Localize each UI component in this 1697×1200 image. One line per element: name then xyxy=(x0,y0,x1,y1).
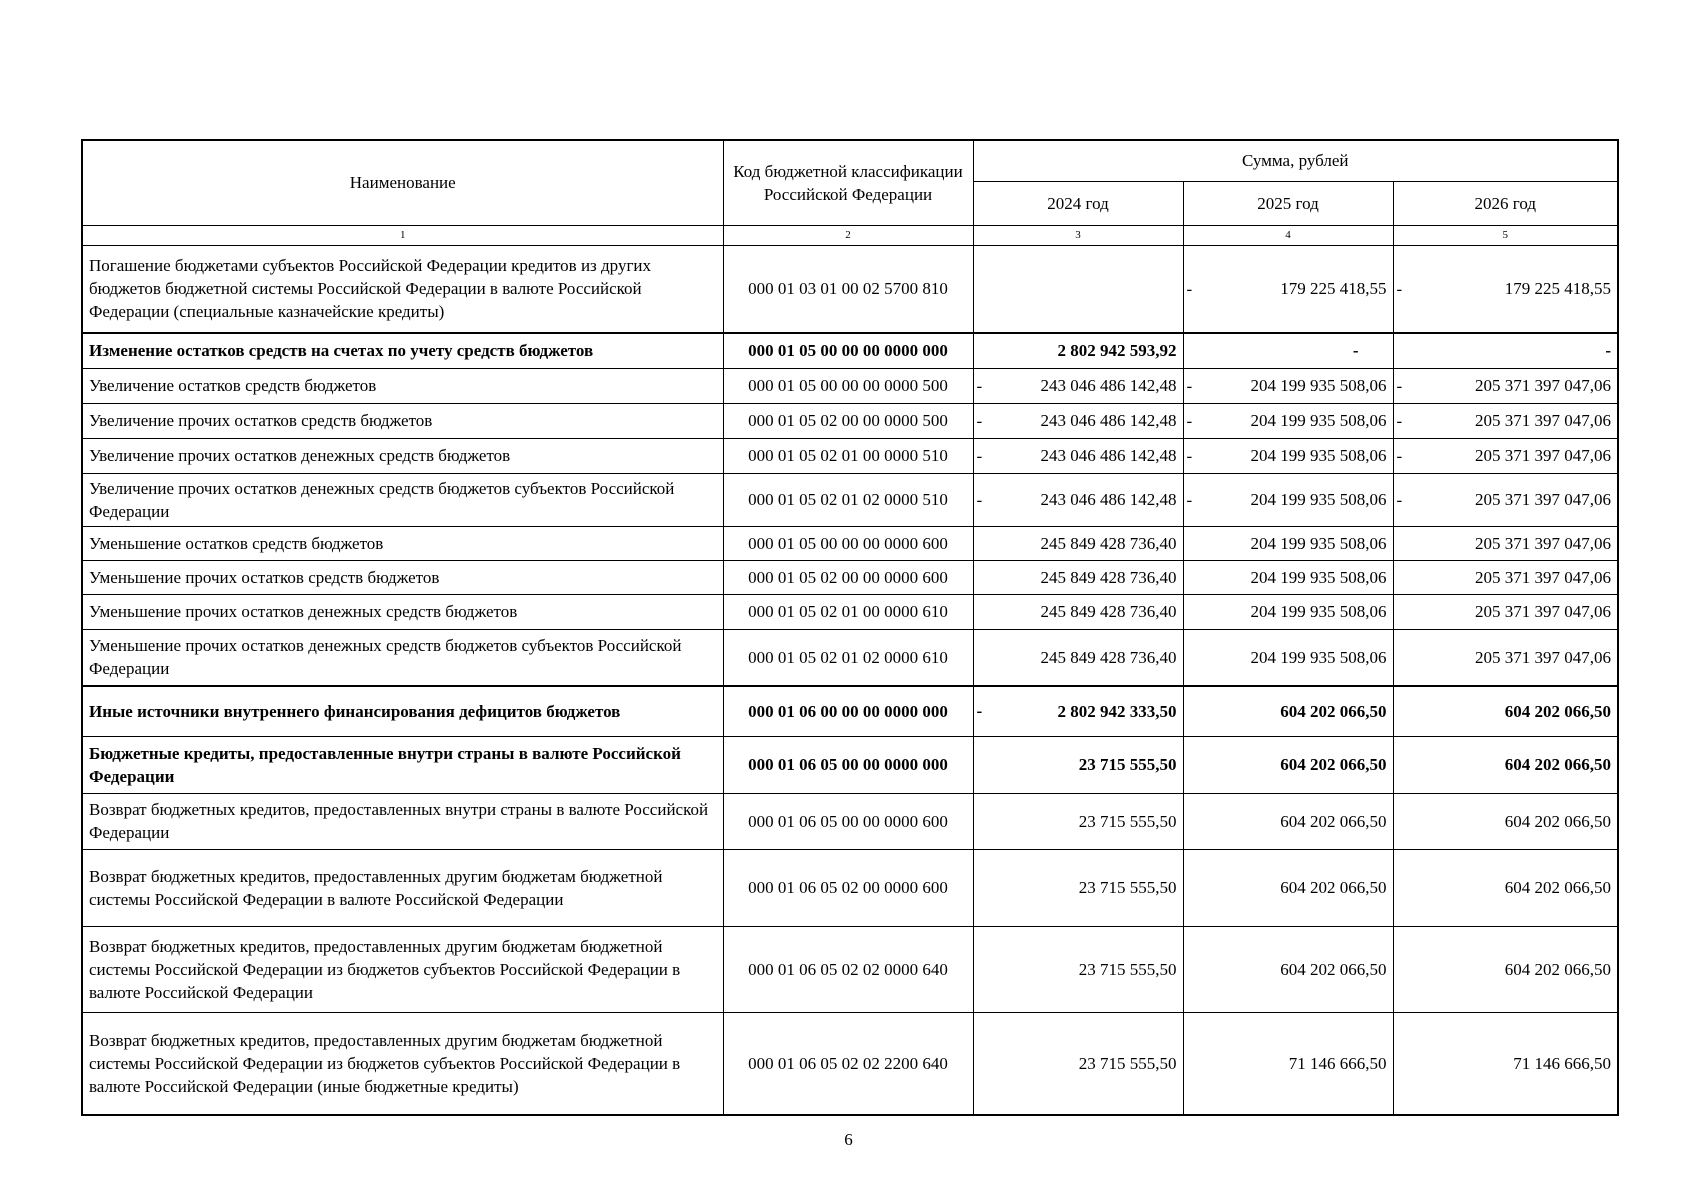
row-sum-2025 xyxy=(1183,736,1393,793)
row-code: 000 01 06 05 00 00 0000 000 xyxy=(723,736,973,793)
minus-sign: - xyxy=(1186,376,1193,395)
row-sum-2024-value: 23 715 555,50 xyxy=(1078,959,1177,979)
row-sum-2025 xyxy=(1183,526,1393,560)
table-row xyxy=(82,926,1618,1012)
row-sum-2026-value: 71 146 666,50 xyxy=(1513,1053,1611,1073)
header-year-2026: 2026 год xyxy=(1393,181,1618,225)
row-sum-2025-value: 204 199 935 508,06 xyxy=(1250,567,1387,587)
row-sum-2025 xyxy=(1183,686,1393,736)
table-row xyxy=(82,560,1618,594)
row-name: Уменьшение прочих остатков средств бюджетов xyxy=(82,560,723,594)
row-sum-2024 xyxy=(973,438,1183,473)
minus-sign: - xyxy=(976,446,983,465)
row-sum-2024 xyxy=(973,526,1183,560)
row-name: Возврат бюджетных кредитов, предоставленных другим бюджетам бюджетной системы Российской Федерации из бюджетов субъектов Российской Федерации в валюте Российской Федерации (иные бюджетные кредиты) xyxy=(82,1012,723,1115)
row-sum-2025-value: 204 199 935 508,06 xyxy=(1250,647,1387,667)
header-code: Код бюджетной классификации Российской Федерации xyxy=(723,140,973,225)
row-code: 000 01 03 01 00 02 5700 810 xyxy=(723,245,973,333)
row-name: Бюджетные кредиты, предоставленные внутри страны в валюте Российской Федерации xyxy=(82,736,723,793)
minus-sign: - xyxy=(1396,376,1403,395)
table-row xyxy=(82,793,1618,849)
row-sum-2026-value: 604 202 066,50 xyxy=(1504,959,1611,979)
row-sum-2026-value: - xyxy=(1605,341,1611,361)
column-number: 3 xyxy=(973,225,1183,245)
row-sum-2025 xyxy=(1183,793,1393,849)
header-year-2025: 2025 год xyxy=(1183,181,1393,225)
row-name: Погашение бюджетами субъектов Российской Федерации кредитов из других бюджетов бюджетной системы Российской Федерации в валюте Российской Федерации (специальные казначейские кредиты) xyxy=(82,245,723,333)
row-sum-2026 xyxy=(1393,926,1618,1012)
row-sum-2026 xyxy=(1393,736,1618,793)
row-name: Уменьшение прочих остатков денежных средств бюджетов субъектов Российской Федерации xyxy=(82,629,723,686)
row-sum-2026 xyxy=(1393,686,1618,736)
row-sum-2025 xyxy=(1183,368,1393,403)
row-sum-2025-value: 604 202 066,50 xyxy=(1280,811,1387,831)
row-name: Возврат бюджетных кредитов, предоставленных другим бюджетам бюджетной системы Российской Федерации из бюджетов субъектов Российской Федерации в валюте Российской Федерации xyxy=(82,926,723,1012)
row-code: 000 01 06 00 00 00 0000 000 xyxy=(723,686,973,736)
row-sum-2026 xyxy=(1393,403,1618,438)
row-name: Увеличение остатков средств бюджетов xyxy=(82,368,723,403)
budget-sources-table xyxy=(81,139,1619,1116)
row-sum-2025-value: 604 202 066,50 xyxy=(1280,755,1387,774)
row-sum-2024-value: 243 046 486 142,48 xyxy=(1040,376,1177,395)
row-sum-2024 xyxy=(973,403,1183,438)
row-sum-2026 xyxy=(1393,629,1618,686)
row-sum-2026-value: 604 202 066,50 xyxy=(1504,755,1611,774)
row-sum-2024 xyxy=(973,629,1183,686)
table-row xyxy=(82,438,1618,473)
minus-sign: - xyxy=(976,701,983,721)
row-sum-2026-value: 604 202 066,50 xyxy=(1504,811,1611,831)
row-sum-2026-value: 205 371 397 047,06 xyxy=(1475,567,1611,587)
row-sum-2024-value: 245 849 428 736,40 xyxy=(1040,602,1177,621)
row-sum-2026-value: 205 371 397 047,06 xyxy=(1475,446,1611,465)
minus-sign: - xyxy=(976,490,983,509)
table-row xyxy=(82,473,1618,526)
row-sum-2024 xyxy=(973,736,1183,793)
minus-sign: - xyxy=(1396,279,1403,299)
header-year-2024: 2024 год xyxy=(973,181,1183,225)
row-code: 000 01 05 02 01 02 0000 610 xyxy=(723,629,973,686)
table-row xyxy=(82,368,1618,403)
row-sum-2025-value: - xyxy=(1352,341,1359,361)
row-code: 000 01 05 02 00 00 0000 500 xyxy=(723,403,973,438)
row-code: 000 01 06 05 00 00 0000 600 xyxy=(723,793,973,849)
row-sum-2025-value: 179 225 418,55 xyxy=(1280,279,1387,299)
row-name: Уменьшение прочих остатков денежных средств бюджетов xyxy=(82,594,723,629)
row-sum-2024-value: 245 849 428 736,40 xyxy=(1040,567,1177,587)
minus-sign: - xyxy=(1396,446,1403,465)
row-code: 000 01 05 02 01 00 0000 610 xyxy=(723,594,973,629)
row-code: 000 01 05 00 00 00 0000 000 xyxy=(723,333,973,368)
page-number: 6 xyxy=(844,1130,853,1149)
row-sum-2024-value: 245 849 428 736,40 xyxy=(1040,647,1177,667)
row-sum-2025-value: 204 199 935 508,06 xyxy=(1250,602,1387,621)
table-row xyxy=(82,403,1618,438)
row-sum-2025 xyxy=(1183,629,1393,686)
row-name: Возврат бюджетных кредитов, предоставленных внутри страны в валюте Российской Федерации xyxy=(82,793,723,849)
row-sum-2026-value: 205 371 397 047,06 xyxy=(1475,647,1611,667)
column-number: 1 xyxy=(82,225,723,245)
row-code: 000 01 05 00 00 00 0000 600 xyxy=(723,526,973,560)
row-sum-2025-value: 204 199 935 508,06 xyxy=(1250,490,1387,509)
row-sum-2026 xyxy=(1393,793,1618,849)
row-sum-2026 xyxy=(1393,438,1618,473)
row-sum-2026 xyxy=(1393,594,1618,629)
row-sum-2024 xyxy=(973,473,1183,526)
row-name: Увеличение прочих остатков денежных средств бюджетов субъектов Российской Федерации xyxy=(82,473,723,526)
row-sum-2026 xyxy=(1393,560,1618,594)
row-sum-2026 xyxy=(1393,1012,1618,1115)
header-sum: Сумма, рублей xyxy=(973,140,1618,181)
row-name: Изменение остатков средств на счетах по учету средств бюджетов xyxy=(82,333,723,368)
table-row xyxy=(82,245,1618,333)
table-row xyxy=(82,594,1618,629)
row-sum-2025-value: 604 202 066,50 xyxy=(1280,878,1387,897)
row-sum-2025 xyxy=(1183,560,1393,594)
row-sum-2025-value: 604 202 066,50 xyxy=(1280,959,1387,979)
row-name: Возврат бюджетных кредитов, предоставленных другим бюджетам бюджетной системы Российской Федерации в валюте Российской Федерации xyxy=(82,849,723,926)
row-sum-2026-value: 179 225 418,55 xyxy=(1504,279,1611,299)
minus-sign: - xyxy=(1186,446,1193,465)
row-sum-2024-value: 243 046 486 142,48 xyxy=(1040,490,1177,509)
row-sum-2026-value: 604 202 066,50 xyxy=(1504,878,1611,897)
row-sum-2024 xyxy=(973,686,1183,736)
row-name: Увеличение прочих остатков средств бюджетов xyxy=(82,403,723,438)
row-sum-2025-value: 604 202 066,50 xyxy=(1280,701,1387,721)
row-sum-2024-value: 23 715 555,50 xyxy=(1078,1053,1177,1073)
minus-sign: - xyxy=(1186,490,1193,509)
row-code: 000 01 06 05 02 02 0000 640 xyxy=(723,926,973,1012)
row-sum-2025 xyxy=(1183,1012,1393,1115)
row-sum-2024-value: 2 802 942 593,92 xyxy=(1057,341,1177,361)
row-name: Увеличение прочих остатков денежных средств бюджетов xyxy=(82,438,723,473)
row-sum-2026 xyxy=(1393,245,1618,333)
minus-sign: - xyxy=(976,376,983,395)
row-sum-2024 xyxy=(973,245,1183,333)
row-sum-2025 xyxy=(1183,438,1393,473)
row-name: Уменьшение остатков средств бюджетов xyxy=(82,526,723,560)
row-sum-2024-value: 243 046 486 142,48 xyxy=(1040,411,1177,430)
row-sum-2024 xyxy=(973,1012,1183,1115)
row-sum-2026 xyxy=(1393,849,1618,926)
row-sum-2024 xyxy=(973,560,1183,594)
row-sum-2024-value: 2 802 942 333,50 xyxy=(1057,701,1177,721)
column-number: 5 xyxy=(1393,225,1618,245)
row-code: 000 01 05 02 01 02 0000 510 xyxy=(723,473,973,526)
row-sum-2025 xyxy=(1183,849,1393,926)
row-code: 000 01 06 05 02 00 0000 600 xyxy=(723,849,973,926)
row-sum-2026-value: 205 371 397 047,06 xyxy=(1475,533,1611,553)
row-sum-2025-value: 204 199 935 508,06 xyxy=(1250,411,1387,430)
row-code: 000 01 06 05 02 02 2200 640 xyxy=(723,1012,973,1115)
row-sum-2025 xyxy=(1183,403,1393,438)
row-sum-2024 xyxy=(973,793,1183,849)
row-sum-2026 xyxy=(1393,333,1618,368)
row-sum-2025 xyxy=(1183,926,1393,1012)
row-sum-2024-value: 243 046 486 142,48 xyxy=(1040,446,1177,465)
row-sum-2026-value: 205 371 397 047,06 xyxy=(1475,411,1611,430)
row-sum-2026-value: 604 202 066,50 xyxy=(1504,701,1611,721)
row-sum-2026-value: 205 371 397 047,06 xyxy=(1475,376,1611,395)
row-sum-2026-value: 205 371 397 047,06 xyxy=(1475,490,1611,509)
row-sum-2024-value: 23 715 555,50 xyxy=(1078,878,1177,897)
row-sum-2024-value: 23 715 555,50 xyxy=(1078,811,1177,831)
row-sum-2024 xyxy=(973,333,1183,368)
header-name: Наименование xyxy=(82,140,723,225)
table-row xyxy=(82,629,1618,686)
row-sum-2024-value: 245 849 428 736,40 xyxy=(1040,533,1177,553)
row-sum-2025 xyxy=(1183,333,1393,368)
table-row xyxy=(82,333,1618,368)
row-sum-2026 xyxy=(1393,526,1618,560)
row-sum-2024-value: 23 715 555,50 xyxy=(1078,755,1177,774)
row-sum-2025-value: 204 199 935 508,06 xyxy=(1250,446,1387,465)
column-number: 2 xyxy=(723,225,973,245)
table-row xyxy=(82,736,1618,793)
row-name: Иные источники внутреннего финансирования дефицитов бюджетов xyxy=(82,686,723,736)
minus-sign: - xyxy=(1396,411,1403,430)
row-sum-2026 xyxy=(1393,368,1618,403)
row-sum-2025-value: 204 199 935 508,06 xyxy=(1250,533,1387,553)
row-sum-2026-value: 205 371 397 047,06 xyxy=(1475,602,1611,621)
column-number: 4 xyxy=(1183,225,1393,245)
minus-sign: - xyxy=(976,411,983,430)
row-code: 000 01 05 02 01 00 0000 510 xyxy=(723,438,973,473)
row-sum-2025 xyxy=(1183,594,1393,629)
table-row xyxy=(82,849,1618,926)
row-sum-2025 xyxy=(1183,473,1393,526)
row-sum-2024 xyxy=(973,849,1183,926)
table-row xyxy=(82,1012,1618,1115)
minus-sign: - xyxy=(1186,279,1193,299)
minus-sign: - xyxy=(1396,490,1403,509)
row-sum-2024 xyxy=(973,926,1183,1012)
row-sum-2025 xyxy=(1183,245,1393,333)
row-sum-2025-value: 204 199 935 508,06 xyxy=(1250,376,1387,395)
row-code: 000 01 05 02 00 00 0000 600 xyxy=(723,560,973,594)
row-sum-2025-value: 71 146 666,50 xyxy=(1288,1053,1387,1073)
table-row xyxy=(82,526,1618,560)
row-sum-2024 xyxy=(973,368,1183,403)
row-code: 000 01 05 00 00 00 0000 500 xyxy=(723,368,973,403)
minus-sign: - xyxy=(1186,411,1193,430)
row-sum-2026 xyxy=(1393,473,1618,526)
table-row xyxy=(82,686,1618,736)
row-sum-2024 xyxy=(973,594,1183,629)
